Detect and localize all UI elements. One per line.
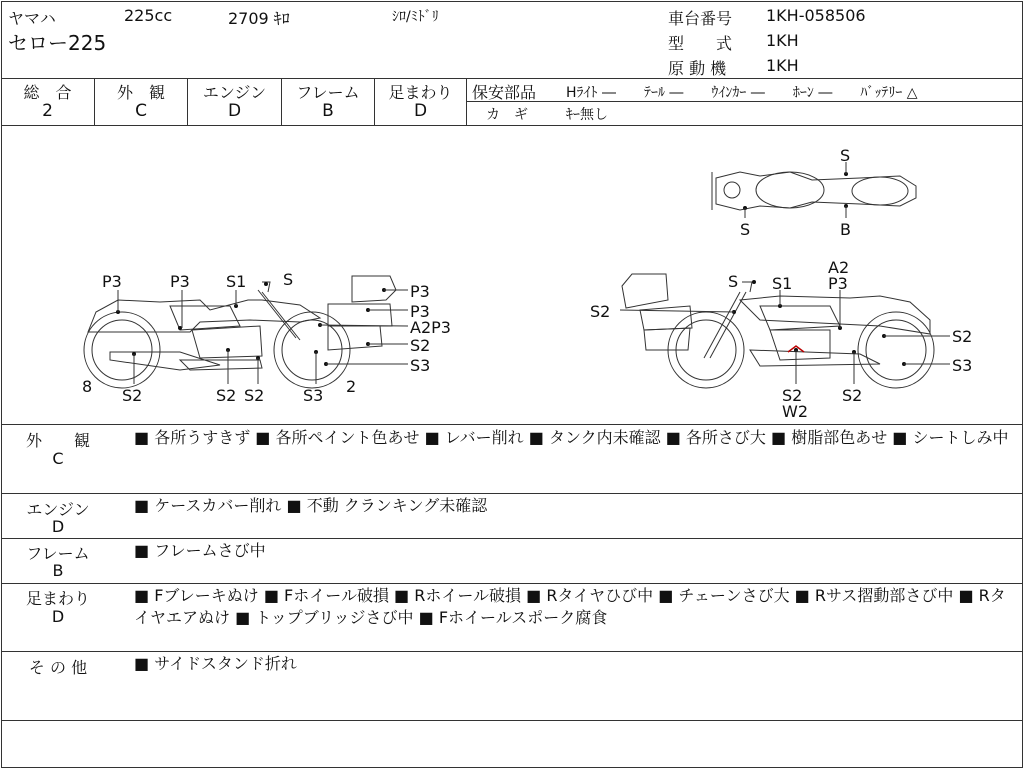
rule xyxy=(1,720,1022,721)
diagram-label: S2 xyxy=(216,386,237,405)
type-value: 1KH xyxy=(766,31,799,50)
note-category: そ の 他 xyxy=(28,658,88,677)
note-category: 外 観 xyxy=(25,431,90,450)
diagram-label: P3 xyxy=(170,272,190,291)
rule xyxy=(1,493,1022,494)
rule xyxy=(1,538,1022,539)
diagram-label: 2 xyxy=(346,377,357,396)
note-category: エンジン xyxy=(26,500,90,519)
diagram-label: P3 xyxy=(102,272,122,291)
grade-suspension-label: 足まわり xyxy=(388,83,453,102)
engine-value: 1KH xyxy=(766,56,799,75)
grade-total-value: 2 xyxy=(42,101,53,121)
note-category: 足まわり xyxy=(25,589,90,608)
front-wheel xyxy=(84,312,160,388)
diagram-label: A2 xyxy=(828,258,850,277)
rear-wheel xyxy=(274,312,350,388)
diagram-label: S xyxy=(283,270,294,289)
diagram-label: S xyxy=(740,220,751,239)
grade-engine-value: D xyxy=(227,101,242,121)
safety-label: 保安部品 xyxy=(472,83,537,102)
motorcycle-diagram xyxy=(0,126,1022,424)
mileage: 2709 ｷﾛ xyxy=(228,9,290,28)
grade-suspension-value: D xyxy=(413,101,428,121)
safety-items: Hﾗｲﾄ ― ﾃｰﾙ ― ｳｲﾝｶｰ ― ﾎｰﾝ ― ﾊﾞｯﾃﾘｰ △ xyxy=(566,85,918,101)
diagram-label: S2 xyxy=(842,386,863,405)
diagram-label: S3 xyxy=(952,356,973,375)
displacement: 225cc xyxy=(124,6,173,25)
diagram-label: S1 xyxy=(772,274,793,293)
diagram-label: S3 xyxy=(410,356,431,375)
rear-wheel xyxy=(858,312,934,388)
diagram-label: A2P3 xyxy=(410,318,451,337)
rule xyxy=(1,583,1022,584)
diagram-label: S2 xyxy=(782,386,803,405)
diagram-label: W2 xyxy=(782,402,808,421)
note-text-suspension: ■ Fブレーキぬけ ■ Fホイール破損 ■ Rホイール破損 ■ Rタイヤひび中 ■ チェーンさび大 ■ Rサス摺動部さび中 ■ Rタイヤエアぬけ ■ トップブリッジさび中 ■ Fホイールスポーク腐食 xyxy=(134,586,1006,627)
grade-frame-label: フレーム xyxy=(296,83,360,102)
diagram-label: S xyxy=(840,146,851,165)
diagram-label: S3 xyxy=(303,386,324,405)
note-grade: C xyxy=(52,449,64,468)
note-text-exterior: ■ 各所うすきず ■ 各所ペイント色あせ ■ レバー削れ ■ タンク内未確認 ■ 各所さび大 ■ 樹脂部色あせ ■ シートしみ中 xyxy=(134,428,1009,447)
maker: ヤマハ xyxy=(8,9,56,28)
note-category: フレーム xyxy=(26,544,90,563)
engine-label: 原 動 機 xyxy=(668,59,727,78)
grade-engine-label: エンジン xyxy=(202,83,267,102)
frame-no-value: 1KH-058506 xyxy=(766,6,866,25)
note-grade: D xyxy=(51,607,65,626)
key-value: ｷｰ無し xyxy=(566,107,608,123)
diagram-label: B xyxy=(840,220,851,239)
rule xyxy=(1,651,1022,652)
diagram-label: P3 xyxy=(828,274,848,293)
diagram-label: S2 xyxy=(122,386,143,405)
diagram-label: S xyxy=(728,272,739,291)
note-text-frame: ■ フレームさび中 xyxy=(134,541,266,560)
grade-frame-value: B xyxy=(322,101,334,121)
note-grade: D xyxy=(51,517,65,536)
frame-no-label: 車台番号 xyxy=(668,9,733,28)
rule xyxy=(1,78,1022,79)
grade-total-label: 総 合 xyxy=(23,83,72,102)
damage-markers xyxy=(116,172,906,366)
diagram-label: P3 xyxy=(410,282,430,301)
type-label: 型 式 xyxy=(668,34,733,53)
rule xyxy=(1,424,1022,425)
diagram-label: S2 xyxy=(590,302,611,321)
grade-exterior-label: 外 観 xyxy=(116,83,165,102)
rule xyxy=(466,78,467,125)
diagram-label: S2 xyxy=(410,336,431,355)
note-text-other: ■ サイドスタンド折れ xyxy=(134,654,297,673)
grade-exterior-value: C xyxy=(135,101,147,121)
diagram-label: S2 xyxy=(952,327,973,346)
note-text-engine: ■ ケースカバー削れ ■ 不動 クランキング未確認 xyxy=(134,496,488,515)
key-label: カ ギ xyxy=(486,107,528,123)
diagram-label: S1 xyxy=(226,272,247,291)
diagram-label: 8 xyxy=(82,377,93,396)
color: ｼﾛ/ﾐﾄﾞﾘ xyxy=(392,9,439,25)
diagram-label: S2 xyxy=(244,386,265,405)
model-name: セロー225 xyxy=(8,31,107,55)
diagram-label: P3 xyxy=(410,302,430,321)
note-grade: B xyxy=(52,561,64,580)
